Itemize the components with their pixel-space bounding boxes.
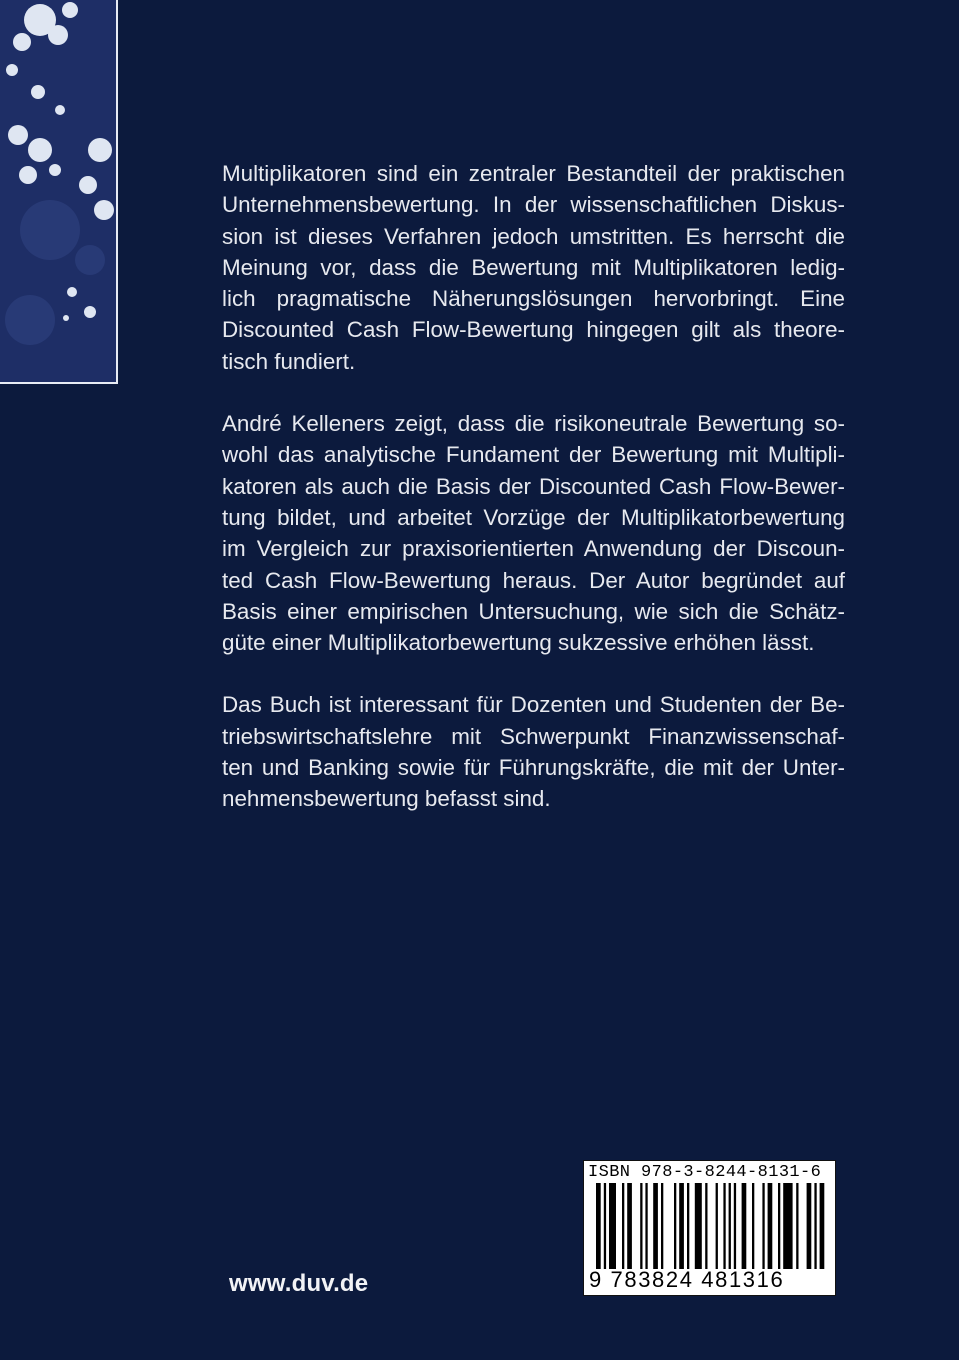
text-line: André Kelleners zeigt, dass die risikoneutrale Bewertung so- [222,411,845,437]
barcode-bar [705,1183,707,1269]
text-line: katoren als auch die Basis der Discounted Cash Flow-Bewer- [222,473,845,499]
barcode-bar [752,1183,754,1269]
text-line: lich pragmatische Näherungslösungen hervorbringt. Eine [222,286,845,312]
barcode-bar [716,1183,718,1269]
barcode-bar [814,1183,816,1269]
text-line: sion ist dieses Verfahren jedoch umstritten. Es herrscht die [222,223,845,249]
publisher-url: www.duv.de [229,1270,369,1297]
text-line: nehmensbewertung befasst sind. [222,786,551,812]
text-line: tung bildet, und arbeitet Vorzüge der Multiplikatorbewertung [222,504,845,530]
barcode-bar [768,1183,773,1269]
paragraph-intro [222,158,845,377]
barcode-bars [592,1183,829,1269]
barcode-bar [653,1183,658,1269]
barcode-bar [645,1183,647,1269]
text-line: Das Buch ist interessant für Dozenten und Studenten der Be- [222,692,845,718]
paragraph-audience [222,689,845,814]
barcode-bar [695,1183,702,1269]
barcode-bar [609,1183,616,1269]
barcode-bar [661,1183,663,1269]
text-line: ted Cash Flow-Bewertung heraus. Der Autor begründet auf [222,567,845,593]
barcode-bar [596,1183,601,1269]
barcode-bar [729,1183,731,1269]
text-line: tisch fundiert. [222,348,356,374]
barcode-bar [723,1183,725,1269]
barcode-bar [604,1183,606,1269]
barcode-bar [820,1183,825,1269]
barcode-bar [783,1183,792,1269]
barcode-bar [807,1183,812,1269]
barcode-bar [674,1183,676,1269]
text-line: ten und Banking sowie für Führungskräfte, die mit der Unter- [222,755,845,781]
barcode-bar [679,1183,684,1269]
barcode-bar [762,1183,764,1269]
text-line: triebswirtschaftslehre mit Schwerpunkt Finanzwissenschaf- [222,723,845,749]
barcode-bar [640,1183,642,1269]
text-line: güte einer Multiplikatorbewertung sukzessive erhöhen lässt. [222,630,815,656]
text-line: Meinung vor, dass die Bewertung mit Multiplikatoren ledig- [222,254,845,280]
barcode-bar [622,1183,624,1269]
barcode-bar [778,1183,780,1269]
barcode-bar [742,1183,747,1269]
text-line: wohl das analytische Fundament der Bewertung mit Multipli- [222,442,845,468]
barcode-bar [734,1183,736,1269]
isbn-barcode [583,1160,836,1296]
isbn-label: ISBN 978-3-8244-8131-6 [588,1163,822,1182]
barcode-bar [627,1183,632,1269]
blurb [222,158,845,846]
barcode-bar [687,1183,689,1269]
text-line: Unternehmensbewertung. In der wissenschaftlichen Diskus- [222,192,845,218]
text-line: Basis einer empirischen Untersuchung, wie sich die Schätz- [222,598,845,624]
globe-illustration [0,0,118,384]
text-line: Multiplikatoren sind ein zentraler Bestandteil der praktischen [222,161,845,186]
ean-digits: 9 783824 481316 [589,1267,785,1292]
paragraph-author [222,408,845,658]
text-line: Discounted Cash Flow-Bewertung hingegen gilt als theore- [222,317,845,343]
text-line: im Vergleich zur praxisorientierten Anwendung der Discoun- [222,536,845,562]
barcode-bar [796,1183,798,1269]
